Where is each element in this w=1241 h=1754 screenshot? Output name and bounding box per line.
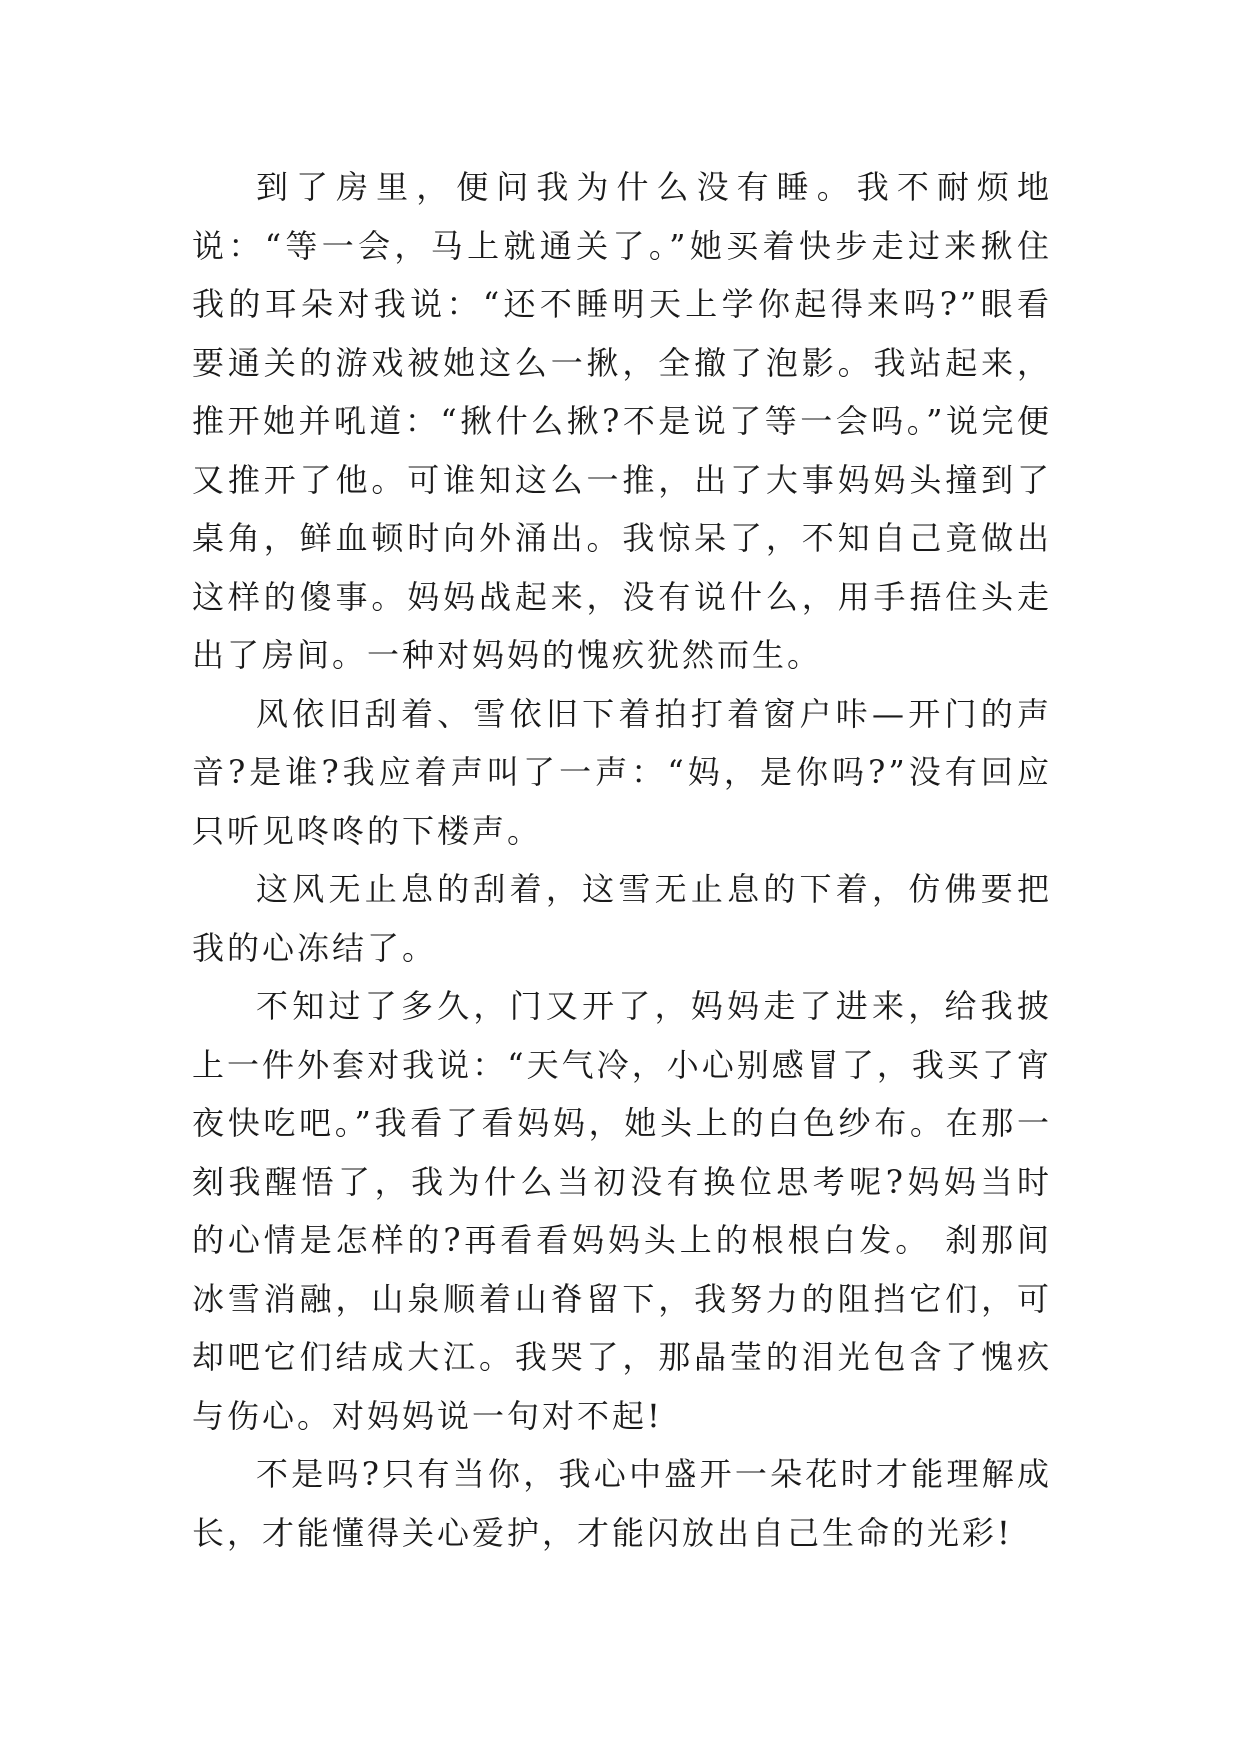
paragraph: 不是吗?只有当你，我心中盛开一朵花时才能理解成长，才能懂得关心爱护，才能闪放出自己生命的光彩!	[192, 1455, 1052, 1552]
paragraph: 不知过了多久，门又开了，妈妈走了进来，给我披上一件外套对我说：“天气冷，小心别感冒了，我买了宵夜快吃吧。”我看了看妈妈，她头上的白色纱布。在那一刻我醒悟了，我为什么当初没有换位思考呢?妈妈当时的心情是怎样的?再看看妈妈头上的根根白发。 刹那间冰雪消融，山泉顺着山脊留下，我努力的阻挡它们，可却吧它们结成大江。我哭了，那晶莹的泪光包含了愧疚与伤心。对妈妈说一句对不起!	[192, 987, 1052, 1435]
paragraph: 风依旧刮着、雪依旧下着拍打着窗户咔—开门的声音?是谁?我应着声叫了一声：“妈，是你吗?”没有回应只听见咚咚的下楼声。	[192, 694, 1052, 850]
document-body	[192, 158, 1052, 1562]
paragraph: 这风无止息的刮着，这雪无止息的下着，仿佛要把我的心冻结了。	[192, 870, 1052, 967]
paragraph: 到了房里，便问我为什么没有睡。我不耐烦地说：“等一会，马上就通关了。”她买着快步走过来揪住我的耳朵对我说：“还不睡明天上学你起得来吗?”眼看要通关的游戏被她这么一揪，全撤了泡影。我站起来，推开她并吼道：“揪什么揪?不是说了等一会吗。”说完便又推开了他。可谁知这么一推，出了大事妈妈头撞到了桌角，鲜血顿时向外涌出。我惊呆了，不知自己竟做出这样的傻事。妈妈战起来，没有说什么，用手捂住头走出了房间。一种对妈妈的愧疚犹然而生。	[192, 168, 1052, 674]
